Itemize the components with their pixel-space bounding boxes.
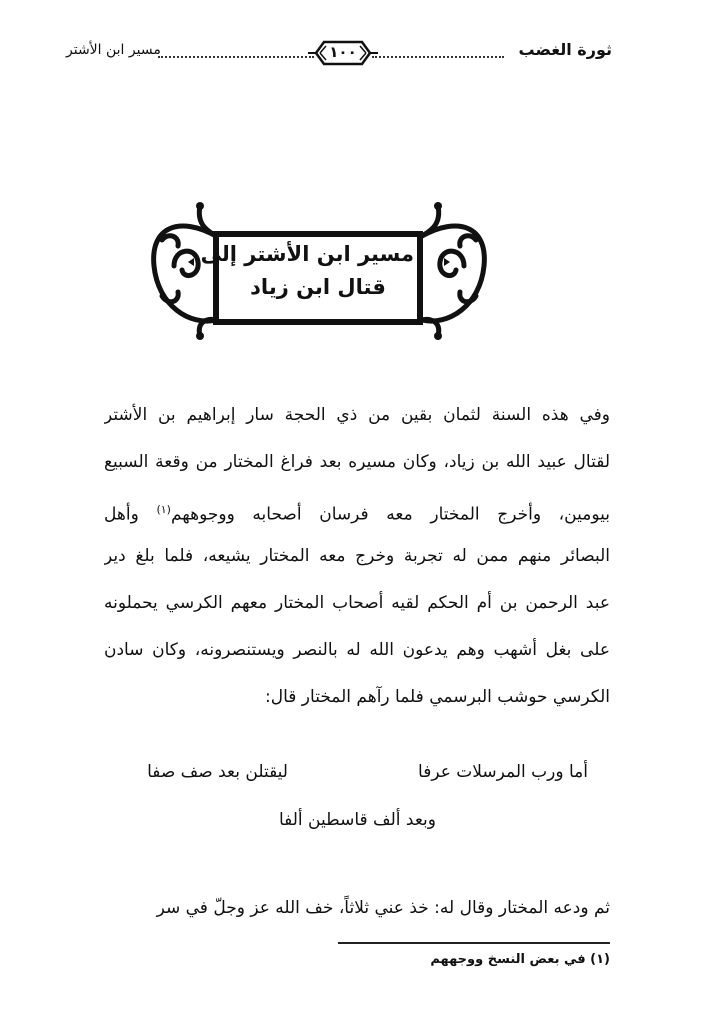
poem-hemistich-right: أما ورب المرسلات عرفا — [418, 762, 588, 782]
chapter-title-line-2: قتال ابن زياد — [250, 275, 386, 299]
footnote-divider — [338, 942, 610, 944]
page-number-badge — [306, 38, 380, 68]
text-line — [104, 486, 610, 533]
text-line: لقتال عبيد الله بن زياد، وكان مسيره بعد فراغ المختار من وقعة السبيع — [104, 452, 610, 472]
body-paragraph — [104, 392, 610, 721]
poem-verse — [0, 762, 718, 842]
running-header — [0, 38, 718, 68]
text-line: البصائر منهم ممن له تجربة وخرج معه المختار يشيعه، فلما بلغ دير — [104, 546, 610, 566]
page-number: ١٠٠ — [329, 43, 357, 61]
text-line: عبد الرحمن بن أم الحكم لقيه أصحاب المختار معهم الكرسي يحملونه — [104, 593, 610, 613]
footnote-reference: (١) — [156, 503, 171, 516]
poem-hemistich-center: وبعد ألف قاسطين ألفا — [278, 810, 436, 830]
poem-hemistich-left: ليقتلن بعد صف صفا — [147, 762, 288, 782]
chapter-title — [200, 238, 414, 318]
footnote-text: (١) في بعض النسخ ووجههم — [430, 952, 610, 967]
chapter-running-title: مسير ابن الأشتر — [66, 42, 161, 58]
text-line: الكرسي حوشب البرسمي فلما رآهم المختار قال: — [265, 687, 610, 707]
header-leader-dots-right — [372, 56, 504, 58]
header-leader-dots-left — [158, 56, 314, 58]
text-line: وفي هذه السنة لثمان بقين من ذي الحجة سار إبراهيم بن الأشتر — [104, 405, 610, 425]
closing-text-line: ثم ودعه المختار وقال له: خذ عني ثلاثاً، خف الله عز وجلّ في سر — [156, 898, 610, 918]
text-line-segment: وأهل — [104, 504, 139, 525]
book-title: ثورة الغضب — [518, 40, 612, 59]
text-line: على بغل أشهب وهم يدعون الله له بالنصر ويستنصرونه، وكان سادن — [104, 640, 610, 660]
text-line-segment: بيومين، وأخرج المختار معه فرسان أصحابه ووجوههم — [170, 504, 610, 525]
chapter-title-line-1: مسير ابن الأشتر إلى — [200, 242, 414, 266]
chapter-title-ornament — [140, 196, 498, 342]
